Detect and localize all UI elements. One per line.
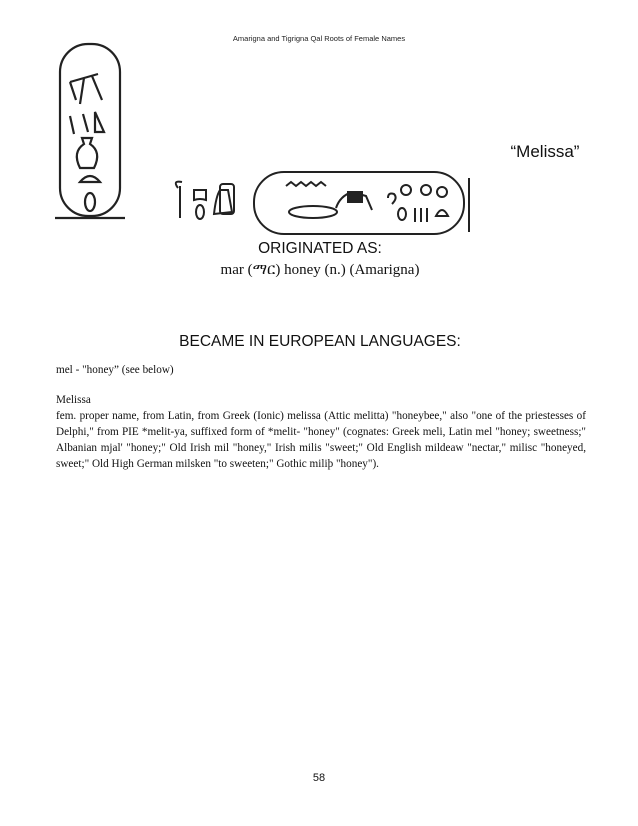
bread-small-glyph — [194, 190, 206, 200]
bread-glyph-2 — [436, 210, 448, 216]
oval-glyph — [398, 208, 406, 220]
vase-glyph — [77, 138, 97, 168]
entry-title: “Melissa” — [510, 142, 580, 161]
oval-small-glyph — [196, 205, 204, 219]
mouth-glyph — [85, 193, 95, 211]
stone-glyph — [348, 192, 362, 202]
sickle-glyph — [70, 74, 102, 104]
running-header: Amarigna and Tigrigna Qal Roots of Female Names — [232, 34, 406, 43]
vertical-cartouche — [55, 44, 125, 218]
cartouche-outline — [60, 44, 120, 216]
reed-glyph — [70, 112, 104, 134]
originated-line: mar (ማር) honey (n.) (Amarigna) — [220, 262, 420, 278]
ring-glyph-2 — [421, 185, 431, 195]
definition-paragraph — [56, 392, 586, 472]
cobra-glyph — [176, 182, 182, 218]
first-line: mel - "honey” (see below) — [56, 364, 174, 376]
mouth-wide-glyph — [289, 206, 337, 218]
page-number: 58 — [312, 772, 326, 784]
water-glyph — [286, 182, 326, 186]
definition-text: fem. proper name, from Latin, from Greek (Ionic) melissa (Attic melitta) "honeybee," also "one of the priestesses of Delphi," from PIE *melit-ya, suffixed form of *melit- "honey" (cognates: Greek meli, Latin mel "honey; sweetness;" Albanian mjal' "honey;" Old Irish mil "honey," Irish milis "sweet;" Old English mildeaw "nectar," milisc "honeyed, sweet;" Old High German milsken "to sweeten;" Gothic miliþ "honey"). — [56, 410, 586, 470]
definition-label: Melissa — [56, 394, 91, 406]
ring-glyph-1 — [401, 185, 411, 195]
horizontal-cartouche-group — [176, 172, 469, 234]
bread-glyph — [80, 176, 100, 182]
became-heading: BECAME IN EUROPEAN LANGUAGES: — [179, 333, 461, 350]
originated-heading: ORIGINATED AS: — [258, 240, 382, 257]
twist-glyph — [388, 194, 396, 205]
seated-figure-glyph — [214, 190, 232, 214]
ring-glyph-3 — [437, 187, 447, 197]
